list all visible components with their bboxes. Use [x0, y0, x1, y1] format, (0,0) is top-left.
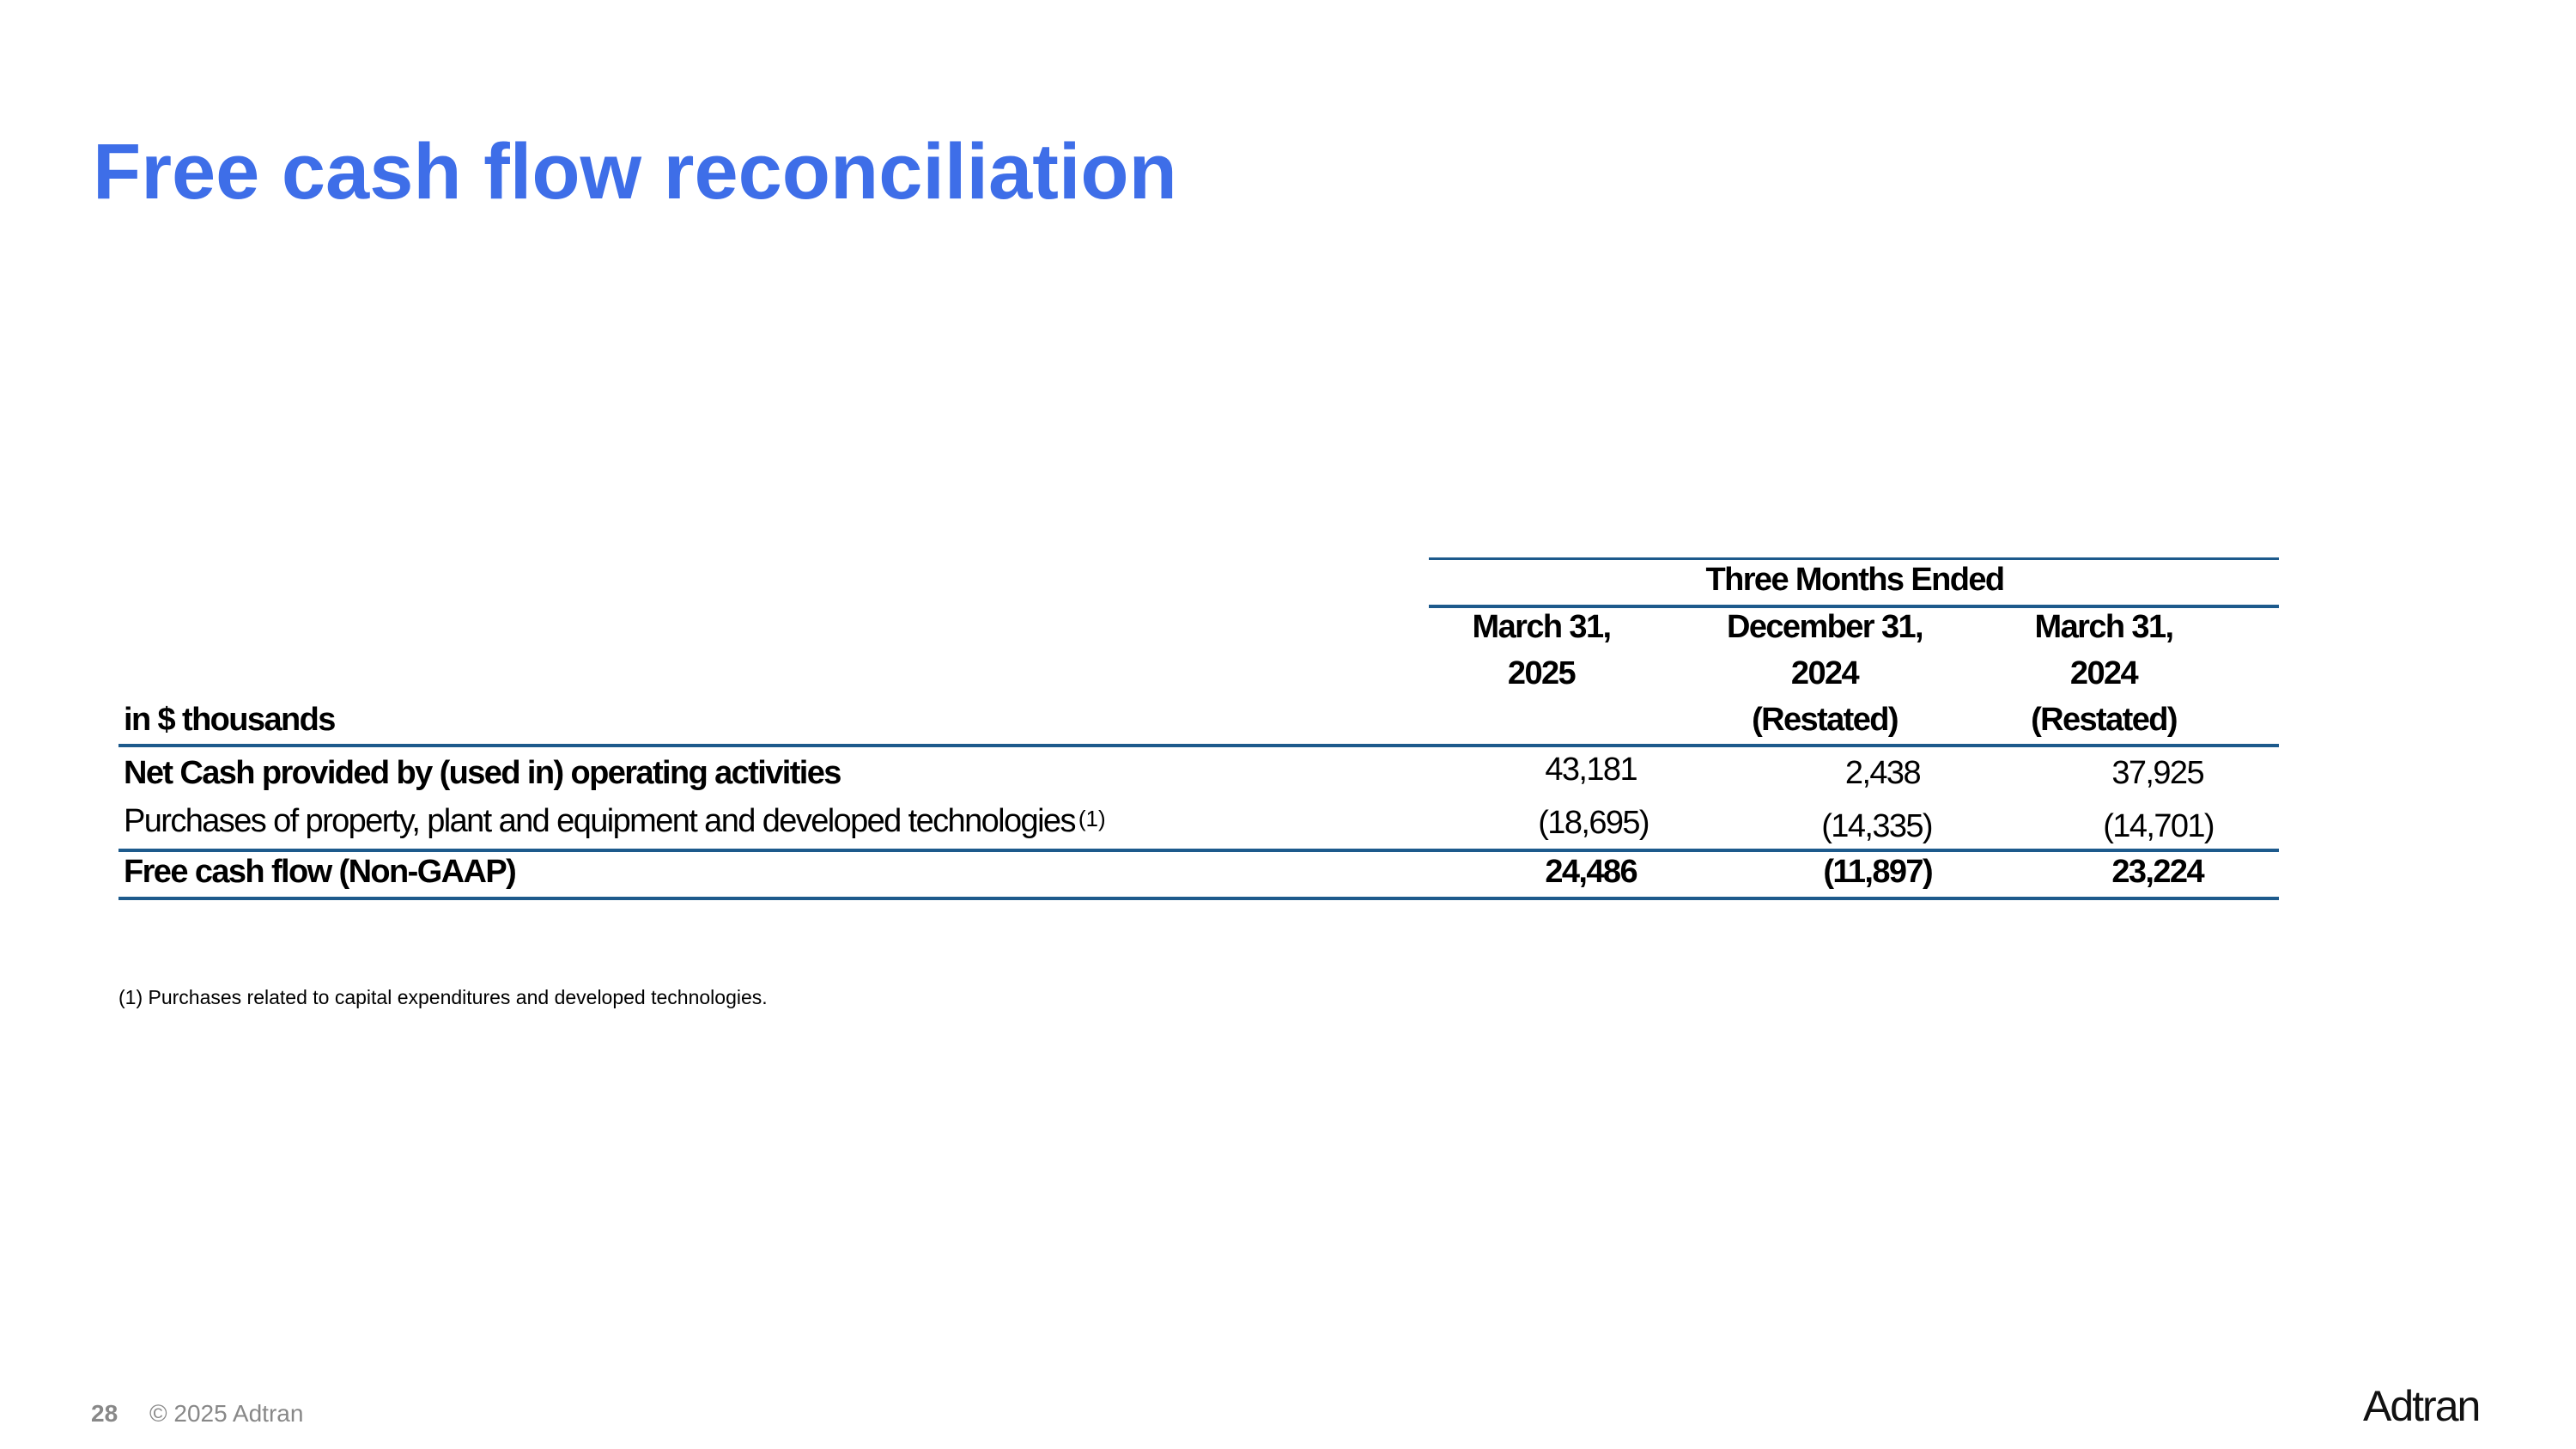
row-label: Free cash flow (Non-GAAP) [124, 854, 516, 890]
footnote-ref: (1) [1078, 806, 1106, 831]
period-header: Three Months Ended [1705, 562, 2004, 598]
col-header-line1: December 31, [1727, 609, 1923, 645]
col-header-line2: 2024 [2069, 655, 2138, 691]
col-header-line3: (Restated) [2031, 702, 2177, 738]
col-header-line3: (Restated) [1752, 702, 1898, 738]
units-label: in $ thousands [124, 702, 335, 738]
col-header-line1: March 31, [1472, 609, 1611, 645]
row-label: Net Cash provided by (used in) operating activities [124, 755, 841, 791]
row-label-text: Purchases of property, plant and equipment and developed technologies [124, 803, 1075, 839]
copyright: © 2025 Adtran [149, 1400, 304, 1427]
adtran-logo: Adtran [2363, 1382, 2480, 1430]
row-value: 2,438 [1844, 755, 1920, 791]
col-header-line1: March 31, [2034, 609, 2173, 645]
row-value: 23,224 [2111, 854, 2203, 890]
table-rule-header [118, 744, 2279, 747]
col-header-line2: 2024 [1790, 655, 1859, 691]
footnote: (1) Purchases related to capital expenditures and developed technologies. [118, 986, 768, 1008]
row-value: 43,181 [1545, 752, 1637, 788]
col-header-line2: 2025 [1507, 655, 1576, 691]
row-value: (14,701) [2103, 808, 2214, 844]
row-value: 37,925 [2111, 755, 2203, 791]
row-label [124, 801, 1106, 844]
page-title: Free cash flow reconciliation [93, 128, 1177, 216]
row-value: (11,897) [1823, 854, 1932, 890]
page-number: 28 [91, 1400, 118, 1427]
row-value: 24,486 [1545, 854, 1637, 890]
row-value: (18,695) [1538, 805, 1649, 841]
row-value: (14,335) [1821, 808, 1932, 844]
table-rule-bottom [118, 897, 2279, 900]
